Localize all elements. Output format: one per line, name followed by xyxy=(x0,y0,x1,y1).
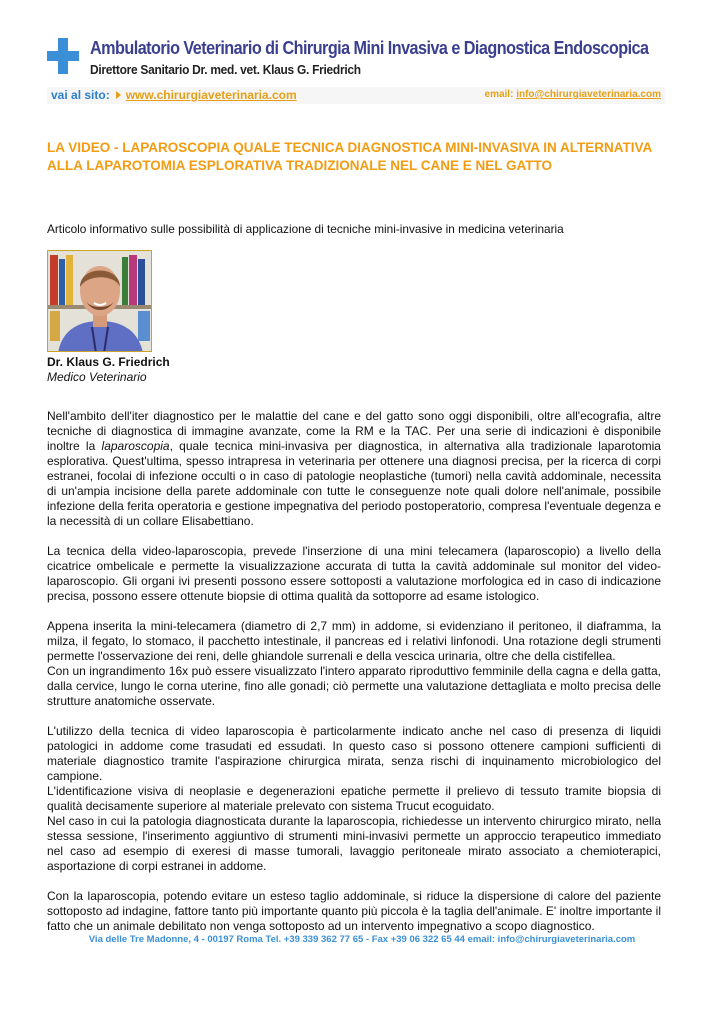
visit-label: vai al sito: xyxy=(51,88,110,102)
letterhead xyxy=(47,38,687,82)
article-body xyxy=(47,409,661,949)
article-intro: Articolo informativo sulle possibilità di applicazione di tecniche mini-invasive in medicina veterinaria xyxy=(47,222,564,236)
paragraph xyxy=(47,409,661,529)
paragraph: L'identificazione visiva di neoplasie e degenerazioni epatiche permette il prelievo di tessuto tramite biopsia di qualità decisamente superiore al materiale prelevato con sistema Trucut ecoguidato. xyxy=(47,784,661,813)
footer-contact: Via delle Tre Madonne, 4 - 00197 Roma Tel. +39 339 362 77 65 - Fax +39 06 322 65 44 email: info@chirurgiaveterinaria.com xyxy=(88,934,636,945)
link-bar xyxy=(47,87,665,104)
site-link-group xyxy=(51,88,297,102)
paragraph: Nel caso in cui la patologia diagnosticata durante la laparoscopia, richiedesse un intervento chirurgico mirato, nella stessa sessione, l'inserimento aggiuntivo di strumenti mini-invasivi permette un approccio terapeutico immediato nel caso ad esempio di exeresi di masse tumorali, lavaggio peritoneale mirato associato a chemioterapici, asportazione di corpi estranei in addome. xyxy=(47,814,661,873)
article-title: LA VIDEO - LAPAROSCOPIA QUALE TECNICA DIAGNOSTICA MINI-INVASIVA IN ALTERNATIVA ALLA LAPAROTOMIA ESPLORATIVA TRADIZIONALE NEL CANE E NEL GATTO xyxy=(47,140,652,173)
clinic-name: Ambulatorio Veterinario di Chirurgia Mini Invasiva e Diagnostica Endoscopica xyxy=(90,38,649,58)
author-role: Medico Veterinario xyxy=(47,370,147,384)
author-portrait-image xyxy=(48,251,152,352)
paragraph: La tecnica della video-laparoscopia, prevede l'inserzione di una mini telecamera (laparoscopio) a livello della cicatrice ombelicale e permette la visualizzazione accurata di tutta la cavità addominale sul monitor del video-laparoscopio. Gli organi ivi presenti possono essere sottoposti a valutazione morfologica ed in caso di indicazione precisa, possono essere ottenute biopsie di ottima qualità da sottoporre ad esame istologico. xyxy=(47,544,661,603)
author-name: Dr. Klaus G. Friedrich xyxy=(47,355,170,369)
director-line: Direttore Sanitario Dr. med. vet. Klaus G. Friedrich xyxy=(90,62,361,77)
arrow-right-icon xyxy=(116,91,121,99)
paragraph: Con la laparoscopia, potendo evitare un esteso taglio addominale, si riduce la dispersione di calore del paziente sottoposto ad indagine, fattore tanto più importante quanto più piccola è la taglia dell'animale. E' inoltre importante il fatto che un animale debilitato non venga sottoposto ad un intervento impegnativo a scopo diagnostico. xyxy=(47,889,661,933)
medical-cross-logo xyxy=(47,38,79,74)
emphasis-text: laparoscopia xyxy=(101,439,170,453)
paragraph-text: Nell'ambito dell'iter diagnostico per le malattie del cane e del gatto sono oggi disponibili, oltre all'ecografia, altre tecniche di diagnostica di immagine avanzate, come la RM e la TAC. Per una serie di indicazioni è disponibile inoltre la xyxy=(47,409,661,453)
paragraph: Con un ingrandimento 16x può essere visualizzato l'intero apparato riproduttivo femminile della cagna e della gatta, dalla cervice, lungo le corna uterine, fino alle gonadi; ciò permette una valutazione dettagliata e molto precisa delle strutture anatomiche osservate. xyxy=(47,664,661,708)
paragraph-text: , quale tecnica mini-invasiva per diagnostica, in alternativa alla tradizionale laparotomia esplorativa. Quest'ultima, spesso intrapresa in veterinaria per ottenere una diagnosi precisa, per la ricerca di corpi estranei, focolai di infezione occulti o in caso di patologie neoplastiche (tumori) nella cavità addominale, necessita di un'ampia incisione della parete addominale con tutte le conseguenze note quali dolore nell'animale, possibile infezione della ferita operatoria e gestione impegnativa del periodo postoperatorio, compresa l'eventuale degenza e la necessità di un collare Elisabettiano. xyxy=(47,439,661,528)
author-photo xyxy=(47,250,152,352)
email-group xyxy=(485,89,661,100)
paragraph: L'utilizzo della tecnica di video laparoscopia è particolarmente indicato anche nel caso di presenza di liquidi patologici in addome come trasudati ed essudati. In questo caso si possono ottenere campioni sufficienti di materiale diagnostico tramite l'aspirazione chirurgica mirata, senza rischi di inquinamento microbiologico del campione. xyxy=(47,724,661,783)
site-url-link[interactable]: www.chirurgiaveterinaria.com xyxy=(125,88,297,102)
email-label: email: xyxy=(484,89,514,100)
email-link[interactable]: info@chirurgiaveterinaria.com xyxy=(516,89,661,100)
paragraph: Appena inserita la mini-telecamera (diametro di 2,7 mm) in addome, si evidenziano il peritoneo, il diaframma, la milza, il fegato, lo stomaco, il pacchetto intestinale, il pancreas ed i relativi linfonodi. Una rotazione degli strumenti permette l'osservazione dei reni, delle ghiandole surrenali e della vescica urinaria, oltre che della cistifellea. xyxy=(47,619,661,663)
